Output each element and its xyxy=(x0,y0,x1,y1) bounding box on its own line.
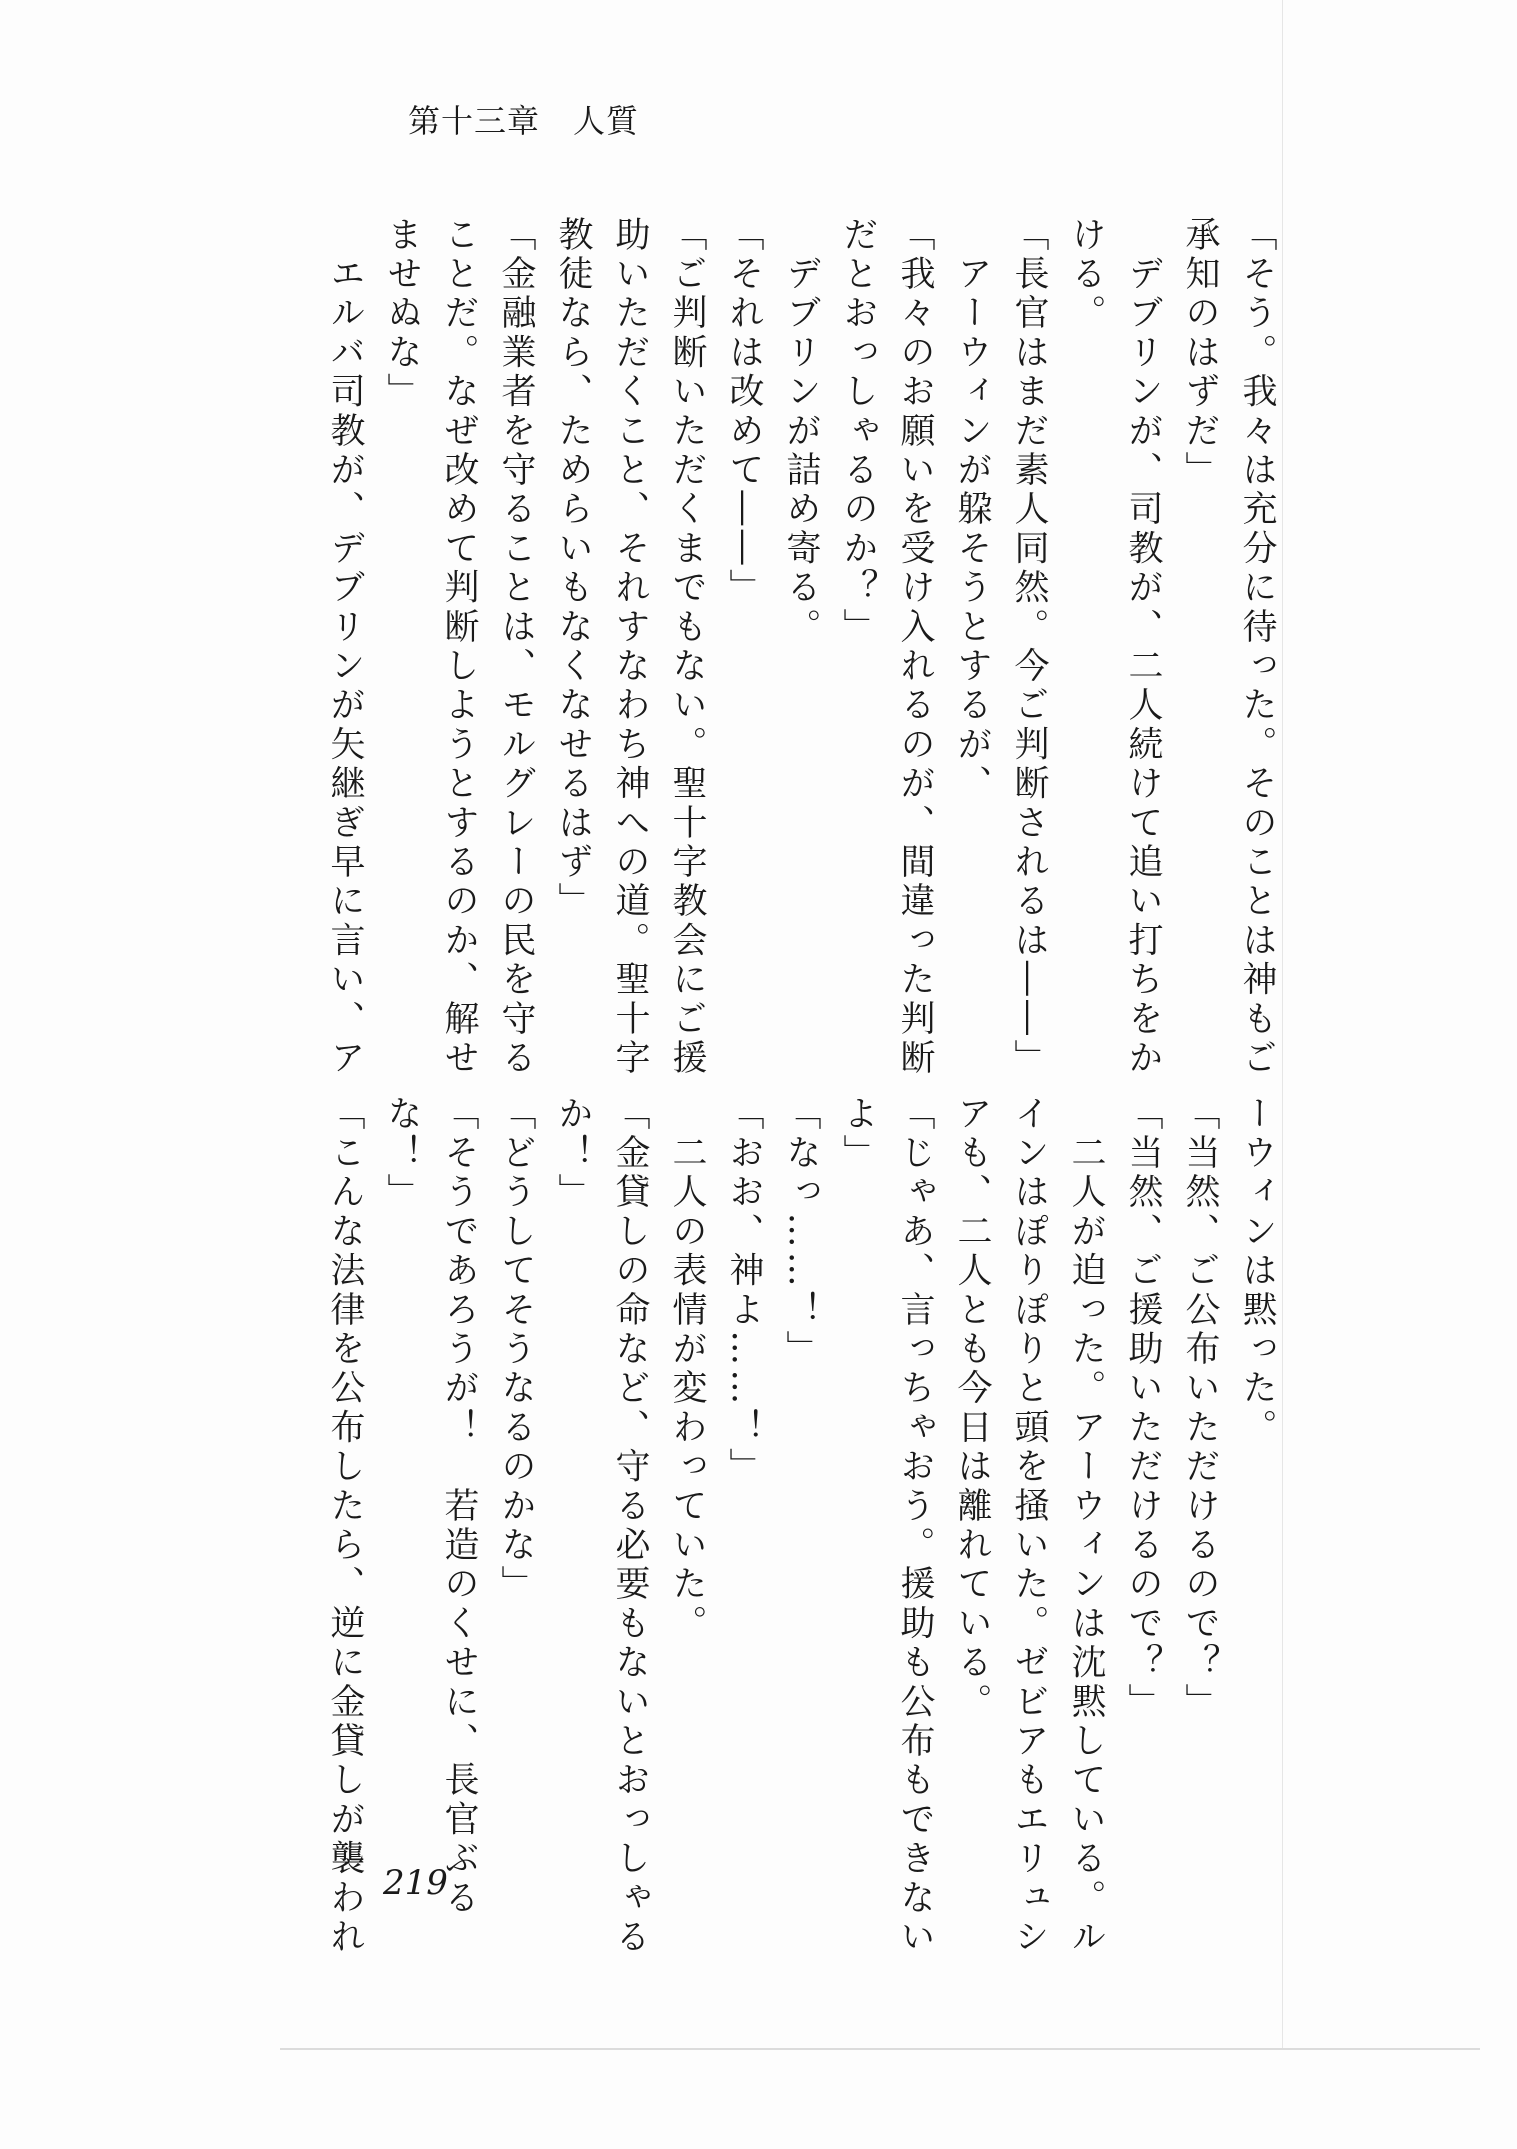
text-line: よ」 xyxy=(838,1095,878,1174)
text-line: だとおっしゃるのか？」 xyxy=(838,216,878,648)
text-line: ませぬな」 xyxy=(382,216,422,412)
text-line: デブリンが、司教が、二人続けて追い打ちをか xyxy=(1123,216,1163,1079)
text-line: デブリンが詰め寄る。 xyxy=(781,216,821,648)
text-line: エルバ司教が、デブリンが矢継ぎ早に言い、ア xyxy=(325,216,365,1079)
text-line: 承知のはずだ」 xyxy=(1180,216,1220,491)
text-line: か！」 xyxy=(553,1095,593,1213)
text-line: 「おお、神よ……！」 xyxy=(724,1095,764,1487)
text-line: 教徒なら、ためらいもなくなせるはず」 xyxy=(553,216,593,922)
text-line: ことだ。なぜ改めて判断しようとするのか、解せ xyxy=(439,216,479,1079)
text-line: ーウィンは黙った。 xyxy=(1237,1095,1277,1448)
text-line: な！」 xyxy=(382,1095,422,1213)
text-block-bottom xyxy=(316,1095,1285,1958)
text-line: 「じゃあ、言っちゃおう。援助も公布もできない xyxy=(895,1095,935,1958)
text-line: 助いただくこと、それすなわち神への道。聖十字 xyxy=(610,216,650,1079)
text-line: 「そう。我々は充分に待った。そのことは神もご xyxy=(1237,216,1277,1079)
text-line: 「当然、ご公布いただけるので？」 xyxy=(1180,1095,1220,1723)
text-line: 「当然、ご援助いただけるので？」 xyxy=(1123,1095,1163,1723)
text-line: 「どうしてそうなるのかな」 xyxy=(496,1095,536,1605)
scan-edge-bottom xyxy=(280,2048,1480,2050)
text-line: 「そうであろうが！ 若造のくせに、長官ぶる xyxy=(439,1095,479,1919)
text-line: ける。 xyxy=(1066,216,1106,334)
text-line: 「我々のお願いを受け入れるのが、間違った判断 xyxy=(895,216,935,1079)
text-line: 「金融業者を守ることは、モルグレーの民を守る xyxy=(496,216,536,1079)
running-head-chapter: 第十三章 人質 xyxy=(408,102,640,140)
text-line: 二人が迫った。アーウィンは沈黙している。ル xyxy=(1066,1095,1106,1958)
text-line: アーウィンが躱そうとするが、 xyxy=(952,216,992,804)
text-line: 「こんな法律を公布したら、逆に金貸しが襲われ xyxy=(325,1095,365,1958)
text-line: インはぽりぽりと頭を掻いた。ゼビアもエリュシ xyxy=(1009,1095,1049,1958)
page-number: 219 xyxy=(383,1863,448,1903)
text-line: 「それは改めて――」 xyxy=(724,216,764,608)
text-line: 「金貸しの命など、守る必要もないとおっしゃる xyxy=(610,1095,650,1958)
text-block-top xyxy=(316,216,1285,1079)
text-line: 二人の表情が変わっていた。 xyxy=(667,1095,707,1644)
text-line: アも、二人とも今日は離れている。 xyxy=(952,1095,992,1723)
text-line: 「ご判断いただくまでもない。聖十字教会にご援 xyxy=(667,216,707,1079)
text-line: 「なっ……！」 xyxy=(781,1095,821,1370)
text-line: 「長官はまだ素人同然。今ご判断されるは――」 xyxy=(1009,216,1049,1079)
